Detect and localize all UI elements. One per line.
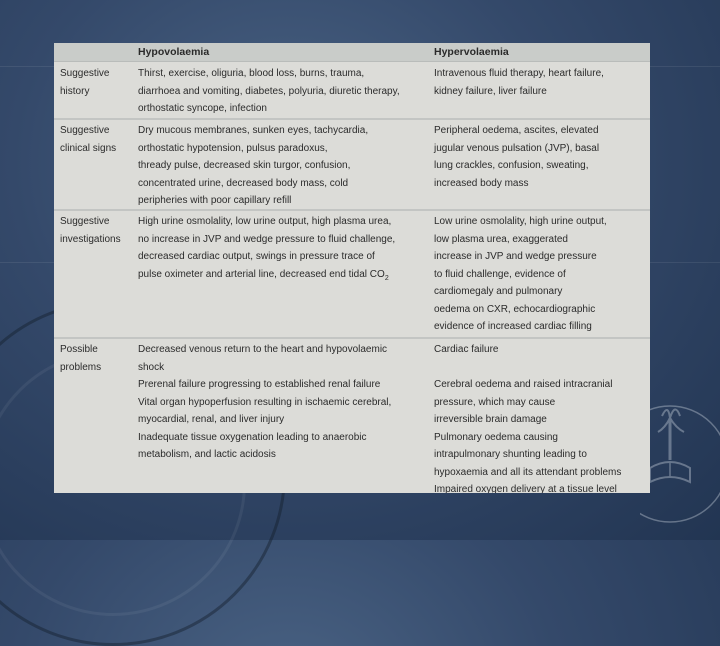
header-blank — [54, 43, 138, 61]
cell-line: pressure, which may cause — [434, 396, 556, 408]
row-label-line: Possible — [60, 344, 98, 355]
hypo-cell — [138, 65, 431, 118]
hyper-cell — [431, 65, 650, 118]
cell-line: kidney failure, liver failure — [434, 85, 547, 97]
cell-line: High urine osmolality, low urine output, high plasma urea, — [138, 216, 392, 227]
comparison-table — [54, 43, 650, 493]
subscript: 2 — [384, 274, 389, 282]
cell-line: decreased cardiac output, swings in pressure trace of — [138, 251, 375, 262]
row-label — [54, 213, 138, 337]
cell-line: Low urine osmolality, high urine output, — [434, 216, 607, 227]
cell-line: no increase in JVP and wedge pressure to fluid challenge, — [138, 233, 396, 245]
table-header — [54, 43, 650, 62]
cell-line: Cardiac failure — [434, 344, 499, 355]
cell-line: Impaired oxygen delivery at a tissue level — [434, 484, 617, 493]
cell-line: Decreased venous return to the heart and hypovolaemic — [138, 344, 388, 355]
cell-line: shock — [138, 361, 165, 373]
table-row — [54, 209, 650, 337]
cell-line: orthostatic hypotension, pulsus paradoxus, — [138, 142, 328, 154]
cell-line: Peripheral oedema, ascites, elevated — [434, 125, 599, 136]
header-hypovolaemia: Hypovolaemia — [138, 46, 210, 58]
cell-line: cardiomegaly and pulmonary — [434, 286, 563, 297]
row-label-line: problems — [60, 361, 102, 373]
cell-line: peripheries with poor capillary refill — [138, 195, 292, 206]
cell-line: intrapulmonary shunting leading to — [434, 449, 587, 460]
row-label — [54, 122, 138, 209]
cell-line: low plasma urea, exaggerated — [434, 233, 568, 245]
hyper-cell — [431, 341, 650, 493]
cell-line: Thirst, exercise, oliguria, blood loss, burns, trauma, — [138, 68, 365, 79]
cell-line: evidence of increased cardiac filling — [434, 321, 592, 332]
row-label-line: clinical signs — [60, 142, 117, 154]
cell-line: Intravenous fluid therapy, heart failure, — [434, 68, 604, 79]
hypo-cell — [138, 122, 431, 209]
cell-line: increase in JVP and wedge pressure — [434, 251, 597, 262]
cell-line: Pulmonary oedema causing — [434, 431, 558, 443]
cell-text: pulse oximeter and arterial line, decreased end tidal CO — [138, 268, 385, 280]
cell-line — [138, 266, 431, 284]
cell-line: lung crackles, confusion, sweating, — [434, 160, 589, 171]
cell-line: increased body mass — [434, 177, 529, 189]
cell-line: oedema on CXR, echocardiographic — [434, 303, 596, 315]
row-label-line: Suggestive — [60, 216, 110, 227]
row-label-line: history — [60, 85, 90, 97]
cell-line: diarrhoea and vomiting, diabetes, polyuria, diuretic therapy, — [138, 85, 400, 97]
cell-line: jugular venous pulsation (JVP), basal — [434, 142, 600, 154]
cell-line: metabolism, and lactic acidosis — [138, 449, 276, 460]
hypo-cell — [138, 341, 431, 493]
cell-line: concentrated urine, decreased body mass, cold — [138, 177, 349, 189]
cell-line: Inadequate tissue oxygenation leading to anaerobic — [138, 431, 367, 443]
hypo-cell — [138, 213, 431, 337]
cell-line: Cerebral oedema and raised intracranial — [434, 379, 613, 390]
cell-line: irreversible brain damage — [434, 414, 547, 425]
row-label — [54, 65, 138, 118]
table-row — [54, 118, 650, 209]
table-row — [54, 337, 650, 493]
hyper-cell — [431, 122, 650, 209]
cell-line — [434, 359, 650, 377]
cell-line: thready pulse, decreased skin turgor, confusion, — [138, 160, 351, 171]
row-label-line: Suggestive — [60, 68, 110, 79]
cell-line: to fluid challenge, evidence of — [434, 268, 566, 280]
cell-line: Vital organ hypoperfusion resulting in ischaemic cerebral, — [138, 396, 392, 408]
hyper-cell — [431, 213, 650, 337]
header-hypervolaemia: Hypervolaemia — [434, 46, 509, 58]
university-seal-logo — [640, 398, 720, 528]
cell-line: orthostatic syncope, infection — [138, 103, 267, 114]
row-label — [54, 341, 138, 493]
cell-line: hypoxaemia and all its attendant problems — [434, 466, 622, 478]
table-row — [54, 62, 650, 118]
row-label-line: investigations — [60, 233, 121, 245]
cell-line: Prerenal failure progressing to established renal failure — [138, 379, 381, 390]
cell-line: Dry mucous membranes, sunken eyes, tachycardia, — [138, 125, 369, 136]
cell-line: myocardial, renal, and liver injury — [138, 414, 285, 425]
row-label-line: Suggestive — [60, 125, 110, 136]
